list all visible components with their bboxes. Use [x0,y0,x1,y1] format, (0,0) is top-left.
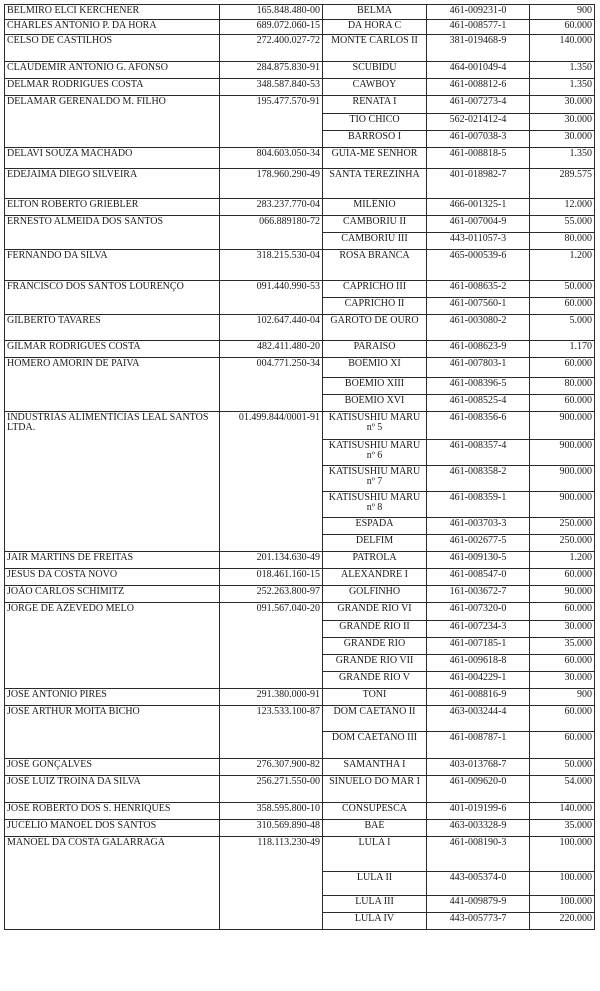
vessel-capacity-cell: 220.000 [530,913,595,930]
vessel-name-cell: KATISUSHIU MARU nº 8 [323,492,427,518]
table-row [5,759,595,776]
vessel-name-cell: MILÊNIO [323,199,427,216]
vessel-capacity-cell: 900 [530,5,595,20]
owner-name-cell: JOSÉ LUIZ TROINA DA SILVA [5,776,220,803]
vessel-name-cell: CAWBOY [323,79,427,96]
table-row [5,79,595,96]
owner-document-cell: 004.771.250-34 [220,358,323,412]
vessel-capacity-cell: 35.000 [530,820,595,837]
table-row [5,358,595,378]
vessel-capacity-cell: 30.000 [530,621,595,638]
owner-document-cell: 201.134.630-49 [220,552,323,569]
vessel-registration-cell: 461-008787-1 [427,732,530,759]
owner-name-cell: INDÚSTRIAS ALIMENTÍCIAS LEAL SANTOS LTDA. [5,412,220,552]
vessel-registration-cell: 562-021412-4 [427,114,530,131]
owner-document-cell: 195.477.570-91 [220,96,323,148]
table-row [5,820,595,837]
table-row [5,603,595,621]
table-row [5,569,595,586]
vessel-capacity-cell: 30.000 [530,96,595,114]
owner-name-cell: BELMIRO ELCI KERCHENER [5,5,220,20]
vessel-name-cell: GAROTO DE OURO [323,315,427,341]
vessel-capacity-cell: 55.000 [530,216,595,233]
vessel-capacity-cell: 5.000 [530,315,595,341]
vessel-name-cell: LULA I [323,837,427,872]
vessel-name-cell: TONI [323,689,427,706]
vessel-registration-cell: 461-008818-5 [427,148,530,169]
table-row [5,689,595,706]
vessel-registration-cell: 461-008623-9 [427,341,530,358]
vessel-name-cell: SAMANTHA I [323,759,427,776]
owner-document-cell: 276.307.900-82 [220,759,323,776]
vessel-registration-cell: 443-011057-3 [427,233,530,250]
owner-name-cell: MANOEL DA COSTA GALARRAGA [5,837,220,930]
vessel-name-cell: GRANDE RIO II [323,621,427,638]
vessel-name-cell: BOÊMIO XVI [323,395,427,412]
vessel-name-cell: GRANDE RIO V [323,672,427,689]
vessel-capacity-cell: 900.000 [530,412,595,440]
vessel-capacity-cell: 60.000 [530,298,595,315]
owner-document-cell: 284.875.830-91 [220,62,323,79]
owner-name-cell: JORGE DE AZEVEDO MELO [5,603,220,689]
owner-name-cell: JOSÉ ROBERTO DOS S. HENRIQUES [5,803,220,820]
vessel-name-cell: GUIA-ME SENHOR [323,148,427,169]
owner-document-cell: 118.113.230-49 [220,837,323,930]
vessel-capacity-cell: 100.000 [530,872,595,896]
vessel-registration-cell: 461-002677-5 [427,535,530,552]
table-row [5,586,595,603]
vessel-name-cell: CONSUPESCA [323,803,427,820]
vessel-registration-cell: 461-007004-9 [427,216,530,233]
owner-name-cell: JUCÉLIO MANOEL DOS SANTOS [5,820,220,837]
table-row [5,776,595,803]
owner-name-cell: JAIR MARTINS DE FREITAS [5,552,220,569]
vessel-capacity-cell: 30.000 [530,114,595,131]
vessel-capacity-cell: 1.200 [530,552,595,569]
vessel-registration-cell: 443-005374-0 [427,872,530,896]
owner-document-cell: 252.263.800-97 [220,586,323,603]
vessel-registration-cell: 461-007803-1 [427,358,530,378]
vessel-capacity-cell: 1.350 [530,62,595,79]
vessel-name-cell: BOÊMIO XIII [323,378,427,395]
owner-document-cell: 018.461.160-15 [220,569,323,586]
owner-document-cell: 091.567.040-20 [220,603,323,689]
vessel-capacity-cell: 60.000 [530,20,595,35]
vessel-capacity-cell: 250.000 [530,535,595,552]
vessel-name-cell: RENATA I [323,96,427,114]
table-row [5,837,595,872]
vessel-name-cell: BOÊMIO XI [323,358,427,378]
owner-document-cell: 310.569.890-48 [220,820,323,837]
vessel-name-cell: PATROLA [323,552,427,569]
vessel-name-cell: CAMBORIU III [323,233,427,250]
vessel-registration-cell: 401-018982-7 [427,169,530,199]
owner-name-cell: GILBERTO TAVARES [5,315,220,341]
table-row [5,315,595,341]
vessel-registration-cell: 461-008812-6 [427,79,530,96]
vessel-registration-cell: 461-007234-3 [427,621,530,638]
vessel-registry-document [4,4,594,930]
table-row [5,250,595,281]
vessel-registration-cell: 461-007185-1 [427,638,530,655]
vessel-registration-cell: 461-008190-3 [427,837,530,872]
owner-document-cell: 123.533.100-87 [220,706,323,759]
table-row [5,169,595,199]
vessel-registration-cell: 461-008525-4 [427,395,530,412]
vessel-name-cell: CAPRICHO II [323,298,427,315]
vessel-capacity-cell: 140.000 [530,803,595,820]
vessel-name-cell: MONTE CARLOS II [323,35,427,62]
vessel-registration-cell: 381-019468-9 [427,35,530,62]
table-row [5,281,595,298]
owner-name-cell: DELAMAR GERENALDO M. FILHO [5,96,220,148]
vessel-capacity-cell: 12.000 [530,199,595,216]
vessel-registration-cell: 461-009620-0 [427,776,530,803]
owner-document-cell: 348.587.840-53 [220,79,323,96]
vessel-capacity-cell: 60.000 [530,655,595,672]
vessel-registration-cell: 441-009879-9 [427,896,530,913]
vessel-name-cell: GOLFINHO [323,586,427,603]
vessel-capacity-cell: 900.000 [530,492,595,518]
vessel-registration-cell: 461-009231-0 [427,5,530,20]
vessel-name-cell: TIO CHICO [323,114,427,131]
table-row [5,5,595,20]
owner-name-cell: JOSÉ ARTHUR MOITA BICHO [5,706,220,759]
vessel-name-cell: GRANDE RIO [323,638,427,655]
owner-document-cell: 358.595.800-10 [220,803,323,820]
vessel-name-cell: SANTA TEREZINHA [323,169,427,199]
vessel-capacity-cell: 90.000 [530,586,595,603]
vessel-registration-cell: 461-009130-5 [427,552,530,569]
vessel-registration-cell: 465-000539-6 [427,250,530,281]
vessel-registration-cell: 461-008816-9 [427,689,530,706]
vessel-registration-cell: 461-004229-1 [427,672,530,689]
vessel-registration-cell: 461-003703-3 [427,518,530,535]
vessel-name-cell: CAMBORIU II [323,216,427,233]
vessel-name-cell: DOM CAETANO II [323,706,427,732]
owner-document-cell: 291.380.000-91 [220,689,323,706]
vessel-capacity-cell: 54.000 [530,776,595,803]
owner-name-cell: JOSÉ ANTONIO PIRES [5,689,220,706]
owner-document-cell: 272.400.027-72 [220,35,323,62]
vessel-capacity-cell: 1.350 [530,79,595,96]
vessel-registration-cell: 463-003244-4 [427,706,530,732]
vessel-capacity-cell: 900 [530,689,595,706]
table-row [5,96,595,114]
vessel-capacity-cell: 900.000 [530,440,595,466]
owner-document-cell: 318.215.530-04 [220,250,323,281]
vessel-name-cell: BELMA [323,5,427,20]
owner-name-cell: JOÃO CARLOS SCHIMITZ [5,586,220,603]
vessel-registration-cell: 464-001049-4 [427,62,530,79]
vessel-capacity-cell: 50.000 [530,759,595,776]
owner-name-cell: FRANCISCO DOS SANTOS LOURENÇO [5,281,220,315]
table-row [5,803,595,820]
owner-name-cell: DELMAR RODRIGUES COSTA [5,79,220,96]
vessel-capacity-cell: 30.000 [530,672,595,689]
table-row [5,412,595,440]
vessel-registration-cell: 461-008356-6 [427,412,530,440]
vessel-capacity-cell: 80.000 [530,378,595,395]
vessel-name-cell: DELFIM [323,535,427,552]
vessel-registration-cell: 461-009618-8 [427,655,530,672]
vessel-name-cell: ALEXANDRE I [323,569,427,586]
owner-document-cell: 283.237.770-04 [220,199,323,216]
vessel-name-cell: PARAISO [323,341,427,358]
owner-name-cell: ERNESTO ALMEIDA DOS SANTOS [5,216,220,250]
vessel-name-cell: SCUBIDU [323,62,427,79]
vessel-name-cell: ESPADA [323,518,427,535]
owner-document-cell: 482.411.480-20 [220,341,323,358]
table-row [5,148,595,169]
vessel-name-cell: SINUELO DO MAR I [323,776,427,803]
owner-name-cell: DELAVI SOUZA MACHADO [5,148,220,169]
vessel-capacity-cell: 80.000 [530,233,595,250]
vessel-capacity-cell: 50.000 [530,281,595,298]
owner-document-cell: 178.960.290-49 [220,169,323,199]
vessel-name-cell: GRANDE RIO VI [323,603,427,621]
vessel-registration-cell: 461-007038-3 [427,131,530,148]
table-row [5,62,595,79]
table-row [5,706,595,732]
owner-name-cell: CELSO DE CASTILHOS [5,35,220,62]
owner-name-cell: CLAUDEMIR ANTONIO G. AFONSO [5,62,220,79]
vessel-capacity-cell: 60.000 [530,706,595,732]
vessel-name-cell: KATISUSHIU MARU nº 6 [323,440,427,466]
vessel-registration-cell: 461-003080-2 [427,315,530,341]
owner-name-cell: ELTON ROBERTO GRIEBLER [5,199,220,216]
vessel-registration-cell: 443-005773-7 [427,913,530,930]
vessel-name-cell: ROSA BRANCA [323,250,427,281]
vessel-name-cell: KATISUSHIU MARU nº 7 [323,466,427,492]
table-row [5,552,595,569]
vessel-capacity-cell: 100.000 [530,896,595,913]
vessel-name-cell: DOM CAETANO III [323,732,427,759]
vessel-registration-cell: 461-007273-4 [427,96,530,114]
vessel-name-cell: LULA II [323,872,427,896]
vessel-registration-cell: 461-008635-2 [427,281,530,298]
owner-name-cell: EDEJAIMA DIEGO SILVEIRA [5,169,220,199]
vessel-capacity-cell: 1.170 [530,341,595,358]
vessel-name-cell: DA HORA C [323,20,427,35]
vessel-registration-cell: 461-008547-0 [427,569,530,586]
vessel-name-cell: KATISUSHIU MARU nº 5 [323,412,427,440]
owner-document-cell: 804.603.050-34 [220,148,323,169]
table-row [5,341,595,358]
vessel-capacity-cell: 30.000 [530,131,595,148]
vessel-registration-cell: 461-007320-0 [427,603,530,621]
vessel-capacity-cell: 250.000 [530,518,595,535]
owner-name-cell: JESUS DA COSTA NOVO [5,569,220,586]
owner-document-cell: 689.072.060-15 [220,20,323,35]
owner-name-cell: FERNANDO DA SILVA [5,250,220,281]
vessel-name-cell: LULA IV [323,913,427,930]
vessel-capacity-cell: 60.000 [530,732,595,759]
vessel-registration-cell: 461-007560-1 [427,298,530,315]
vessel-name-cell: LULA III [323,896,427,913]
table-row [5,20,595,35]
vessel-registration-cell: 401-019199-6 [427,803,530,820]
vessel-capacity-cell: 60.000 [530,358,595,378]
vessel-registration-cell: 461-008358-2 [427,466,530,492]
vessel-registration-cell: 161-003672-7 [427,586,530,603]
owner-document-cell: 165.848.480-00 [220,5,323,20]
table-row [5,199,595,216]
vessel-capacity-cell: 60.000 [530,603,595,621]
vessel-registration-cell: 463-003328-9 [427,820,530,837]
vessel-name-cell: BARROSO I [323,131,427,148]
vessel-registration-cell: 461-008577-1 [427,20,530,35]
registry-rows [5,5,595,930]
owner-document-cell: 091.440.990-53 [220,281,323,315]
vessel-capacity-cell: 900.000 [530,466,595,492]
vessel-name-cell: CAPRICHO III [323,281,427,298]
vessel-capacity-cell: 60.000 [530,395,595,412]
vessel-capacity-cell: 100.000 [530,837,595,872]
vessel-registration-cell: 461-008359-1 [427,492,530,518]
vessel-capacity-cell: 1.200 [530,250,595,281]
vessel-registration-cell: 461-008357-4 [427,440,530,466]
vessel-registration-cell: 403-013768-7 [427,759,530,776]
table-row [5,35,595,62]
vessel-name-cell: BAÉ [323,820,427,837]
owner-name-cell: GILMAR RODRIGUES COSTA [5,341,220,358]
owner-document-cell: 256.271.550-00 [220,776,323,803]
vessel-registration-cell: 466-001325-1 [427,199,530,216]
table-row [5,216,595,233]
owner-document-cell: 066.889180-72 [220,216,323,250]
owner-name-cell: CHARLES ANTONIO P. DA HORA [5,20,220,35]
owner-document-cell: 01.499.844/0001-91 [220,412,323,552]
vessel-name-cell: GRANDE RIO VII [323,655,427,672]
vessel-capacity-cell: 35.000 [530,638,595,655]
vessel-capacity-cell: 60.000 [530,569,595,586]
owner-name-cell: JOSÉ GONÇALVES [5,759,220,776]
owner-name-cell: HOMERO AMORIN DE PAIVA [5,358,220,412]
vessel-capacity-cell: 140.000 [530,35,595,62]
owner-document-cell: 102.647.440-04 [220,315,323,341]
vessel-registration-cell: 461-008396-5 [427,378,530,395]
vessel-registry-table [4,4,595,930]
vessel-capacity-cell: 289.575 [530,169,595,199]
vessel-capacity-cell: 1.350 [530,148,595,169]
